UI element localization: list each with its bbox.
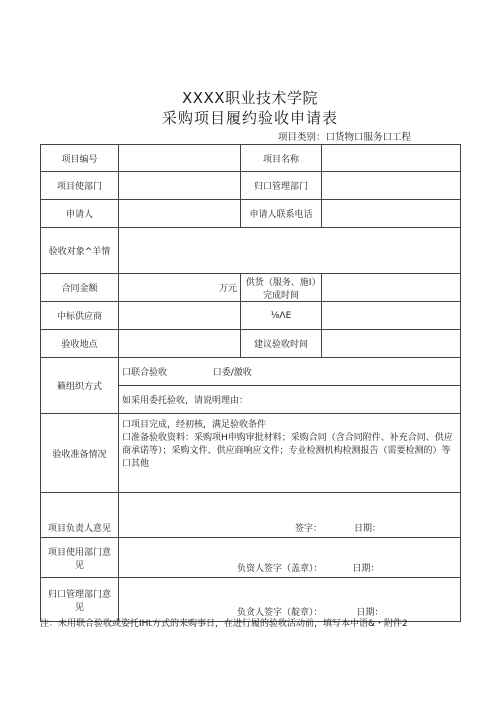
label-using-dept: 项目使部门 [41, 172, 119, 200]
entrust-reason-text: 如采用委托验收，请说明理由： [122, 396, 249, 406]
field-project-no[interactable] [119, 145, 241, 172]
project-type-line: 项目类别：口货物口服务口工程 [278, 132, 412, 143]
acceptance-form-table [40, 144, 461, 622]
field-mgmt-dept[interactable] [322, 172, 461, 200]
field-using-dept[interactable] [119, 172, 241, 200]
label-mgmt-dept-opinion: 归口管理部门意见 [41, 578, 119, 622]
label-contract-amount: 合同金额 [41, 274, 119, 302]
org-method-options [119, 358, 461, 386]
document-title: XXXX职业技术学院 [181, 89, 319, 107]
prep-materials-checkbox[interactable]: 口准备验收资料：采购项H申购审批材料；采购合同（含合同附件、补充合同、供应商承诺等）；采购文件、供应商响应文件；专业检测机构检测报告（需要检测的）等 [122, 433, 453, 456]
mgmt-dept-sign-label: 负贪人签字（靛章）： [237, 608, 323, 618]
label-acceptance-object: 验收对象^羊情 [41, 228, 119, 274]
label-using-dept-opinion: 项目使用部门意见 [41, 538, 119, 578]
prep-other-checkbox[interactable]: 口其他 [122, 459, 150, 469]
label-project-name: 项目名称 [241, 145, 322, 172]
field-supplier-extra[interactable] [322, 302, 461, 330]
prep-status-content [119, 414, 461, 493]
field-delivery-time[interactable] [322, 274, 461, 302]
leader-sign-label: 签字： [295, 524, 323, 534]
label-suggested-time: 建议验收时间 [241, 330, 322, 358]
leader-date-label: 日期： [354, 524, 382, 534]
label-applicant-phone: 申请人联系电话 [241, 200, 322, 228]
field-project-name[interactable] [322, 145, 461, 172]
field-winning-supplier[interactable] [119, 302, 241, 330]
prep-complete-checkbox[interactable]: 口项目完成，经初核，满足验收条件 [122, 420, 267, 430]
joint-acceptance-checkbox[interactable]: 口联合验收 [122, 368, 168, 378]
field-contract-amount[interactable] [119, 274, 241, 302]
label-leader-opinion: 项目负责人意见 [41, 493, 119, 538]
label-prep-status: 验收准备情况 [41, 414, 119, 493]
label-winning-supplier: 中标供应商 [41, 302, 119, 330]
entrust-acceptance-checkbox[interactable]: 口委/激收 [212, 368, 252, 378]
label-acceptance-place: 验收地点 [41, 330, 119, 358]
label-applicant: 申请人 [41, 200, 119, 228]
entrust-reason-field[interactable] [119, 386, 461, 414]
field-acceptance-object[interactable] [119, 228, 461, 274]
footnote: 注：未用联合验收或姿托IHt方式的来购事日，在进行履的验收活动前，填写本中语&・附件2 [40, 619, 408, 629]
label-org-method: 籁组织方式 [41, 358, 119, 414]
label-mgmt-dept: 归口管理部门 [241, 172, 322, 200]
using-dept-opinion-field[interactable] [119, 538, 461, 578]
label-project-no: 项目编号 [41, 145, 119, 172]
field-applicant-phone[interactable] [322, 200, 461, 228]
label-delivery-time: 供货（服务、施I）完成时间 [241, 274, 322, 302]
form-title: 采购项目履约验收申请表 [161, 109, 338, 127]
leader-opinion-field[interactable] [119, 493, 461, 538]
using-dept-date-label: 日期： [352, 564, 380, 574]
using-dept-sign-label: 负资人签字（盖章）： [237, 564, 323, 574]
field-applicant[interactable] [119, 200, 241, 228]
field-suggested-time[interactable] [322, 330, 461, 358]
supplier-value: ⅛ΛE [241, 302, 322, 330]
unit-wan-yuan: 万元 [218, 284, 237, 294]
field-acceptance-place[interactable] [119, 330, 241, 358]
mgmt-dept-opinion-field[interactable] [119, 578, 461, 622]
mgmt-dept-date-label: 日期： [356, 608, 384, 618]
